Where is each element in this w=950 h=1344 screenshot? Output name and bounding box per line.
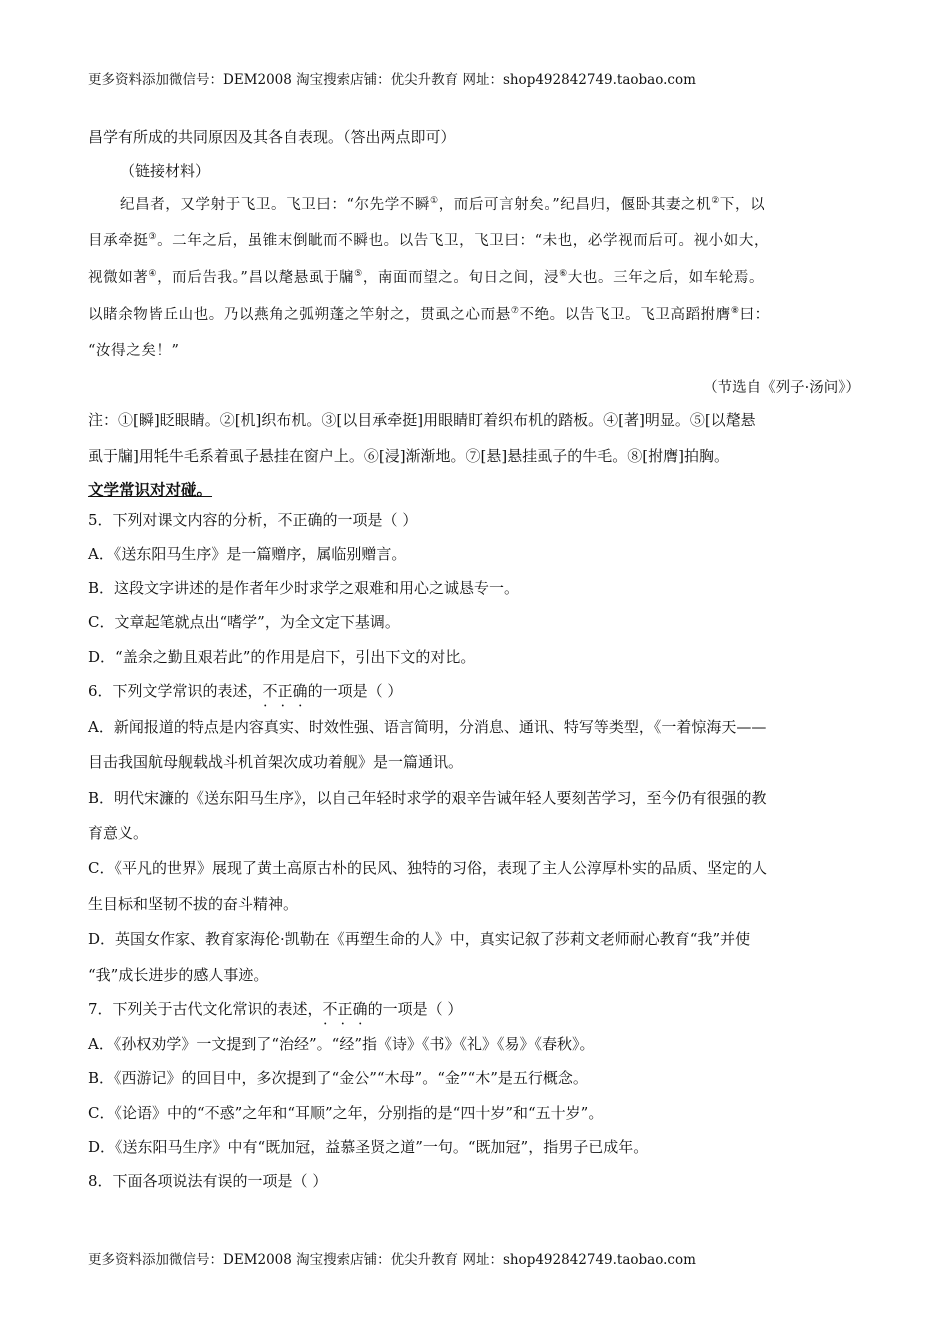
q6-option-d-line-2: “我”成长进步的感人事迹。 <box>88 966 269 984</box>
notes-line-2: 虱于牖]用牦牛毛系着虱子悬挂在窗户上。⑥[浸]渐渐地。⑦[悬]悬挂虱子的牛毛。⑧[拊膺]拍胸。 <box>88 447 729 465</box>
page-footer: 更多资料添加微信号：DEM2008 淘宝搜索店铺：优尖升教育 网址：shop492842749.taobao.com <box>88 1252 696 1268</box>
q6-option-a-line-1: A．新闻报道的特点是内容真实、时效性强、语言简明，分消息、通讯、特写等类型，《一着惊海天—— <box>88 718 767 736</box>
q5-stem: 5．下列对课文内容的分析，不正确的一项是（ ） <box>88 511 418 529</box>
intro-line: 昌学有所成的共同原因及其各自表现。（答出两点即可） <box>88 128 456 146</box>
emphasis-not-correct: 不正确 • • • <box>263 682 308 700</box>
q8-stem: 8．下面各项说法有误的一项是（ ） <box>88 1172 328 1190</box>
passage-source: （节选自《列子·汤问》） <box>703 380 860 396</box>
passage-line-3: 视微如著④，而后告我。”昌以氂悬虱于牖⑤，南面而望之。旬日之间，浸⑥大也。三年之后，如车轮焉。 <box>88 269 765 286</box>
q7-option-b: B．《西游记》的回目中，多次提到了“金公”“木母”。“金”“木”是五行概念。 <box>88 1069 588 1087</box>
q7-stem: 7．下列关于古代文化常识的表述，不正确 • • •的一项是（ ） <box>88 999 863 1019</box>
q6-option-d-line-1: D．英国女作家、教育家海伦·凯勒在《再塑生命的人》中，真实记叙了莎莉文老师耐心教育“我”并使 <box>88 930 751 948</box>
q5-option-d: D．“盖余之勤且艰若此”的作用是启下，引出下文的对比。 <box>88 648 476 666</box>
notes-line-1: 注：①[瞬]眨眼睛。②[机]织布机。③[以目承牵挺]用眼睛盯着织布机的踏板。④[著]明显。⑤[以氂悬 <box>88 411 756 429</box>
passage-line-2: 目承牵挺③。二年之后，虽锥末倒眦而不瞬也。以告飞卫，飞卫曰：“未也，必学视而后可。视小如大， <box>88 232 770 249</box>
link-material-label: （链接材料） <box>120 162 211 180</box>
passage-line-4: 以睹余物皆丘山也。乃以燕角之弧朔蓬之竿射之，贯虱之心而悬⑦不绝。以告飞卫。飞卫高蹈拊膺⑧曰： <box>88 306 770 323</box>
q7-option-a: A．《孙权劝学》一文提到了“治经”。“经”指《诗》《书》《礼》《易》《春秋》。 <box>88 1035 595 1053</box>
page-header: 更多资料添加微信号：DEM2008 淘宝搜索店铺：优尖升教育 网址：shop492842749.taobao.com <box>88 72 696 88</box>
q6-option-b-line-2: 育意义。 <box>88 824 149 842</box>
q6-option-b-line-1: B．明代宋濂的《送东阳马生序》，以自己年轻时求学的艰辛告诫年轻人要刻苦学习，至今仍有很强的教 <box>88 789 767 807</box>
q5-option-c: C．文章起笔就点出“嗜学”，为全文定下基调。 <box>88 613 400 631</box>
passage-line-5: “汝得之矣！” <box>88 343 180 359</box>
q5-option-a: A．《送东阳马生序》是一篇赠序，属临别赠言。 <box>88 545 407 563</box>
emphasis-not-correct: 不正确 • • • <box>323 1000 368 1018</box>
q6-stem: 6．下列文学常识的表述，不正确 • • •的一项是（ ） <box>88 681 863 701</box>
q6-option-a-line-2: 目击我国航母舰载战斗机首架次成功着舰》是一篇通讯。 <box>88 753 464 771</box>
q6-option-c-line-1: C．《平凡的世界》展现了黄土高原古朴的民风、独特的习俗，表现了主人公淳厚朴实的品质、坚定的人 <box>88 859 767 877</box>
q6-option-c-line-2: 生目标和坚韧不拔的奋斗精神。 <box>88 895 299 913</box>
q7-option-c: C．《论语》中的“不惑”之年和“耳顺”之年，分别指的是“四十岁”和“五十岁”。 <box>88 1104 604 1122</box>
section-title: 文学常识对对碰。 <box>88 480 213 499</box>
passage-line-1: 纪昌者，又学射于飞卫。飞卫曰：“尔先学不瞬①，而后可言射矣。”纪昌归，偃卧其妻之机②下，以 <box>120 196 766 213</box>
q7-option-d: D．《送东阳马生序》中有“既加冠，益慕圣贤之道”一句。“既加冠”，指男子已成年。 <box>88 1138 649 1156</box>
q5-option-b: B．这段文字讲述的是作者年少时求学之艰难和用心之诚恳专一。 <box>88 579 520 597</box>
